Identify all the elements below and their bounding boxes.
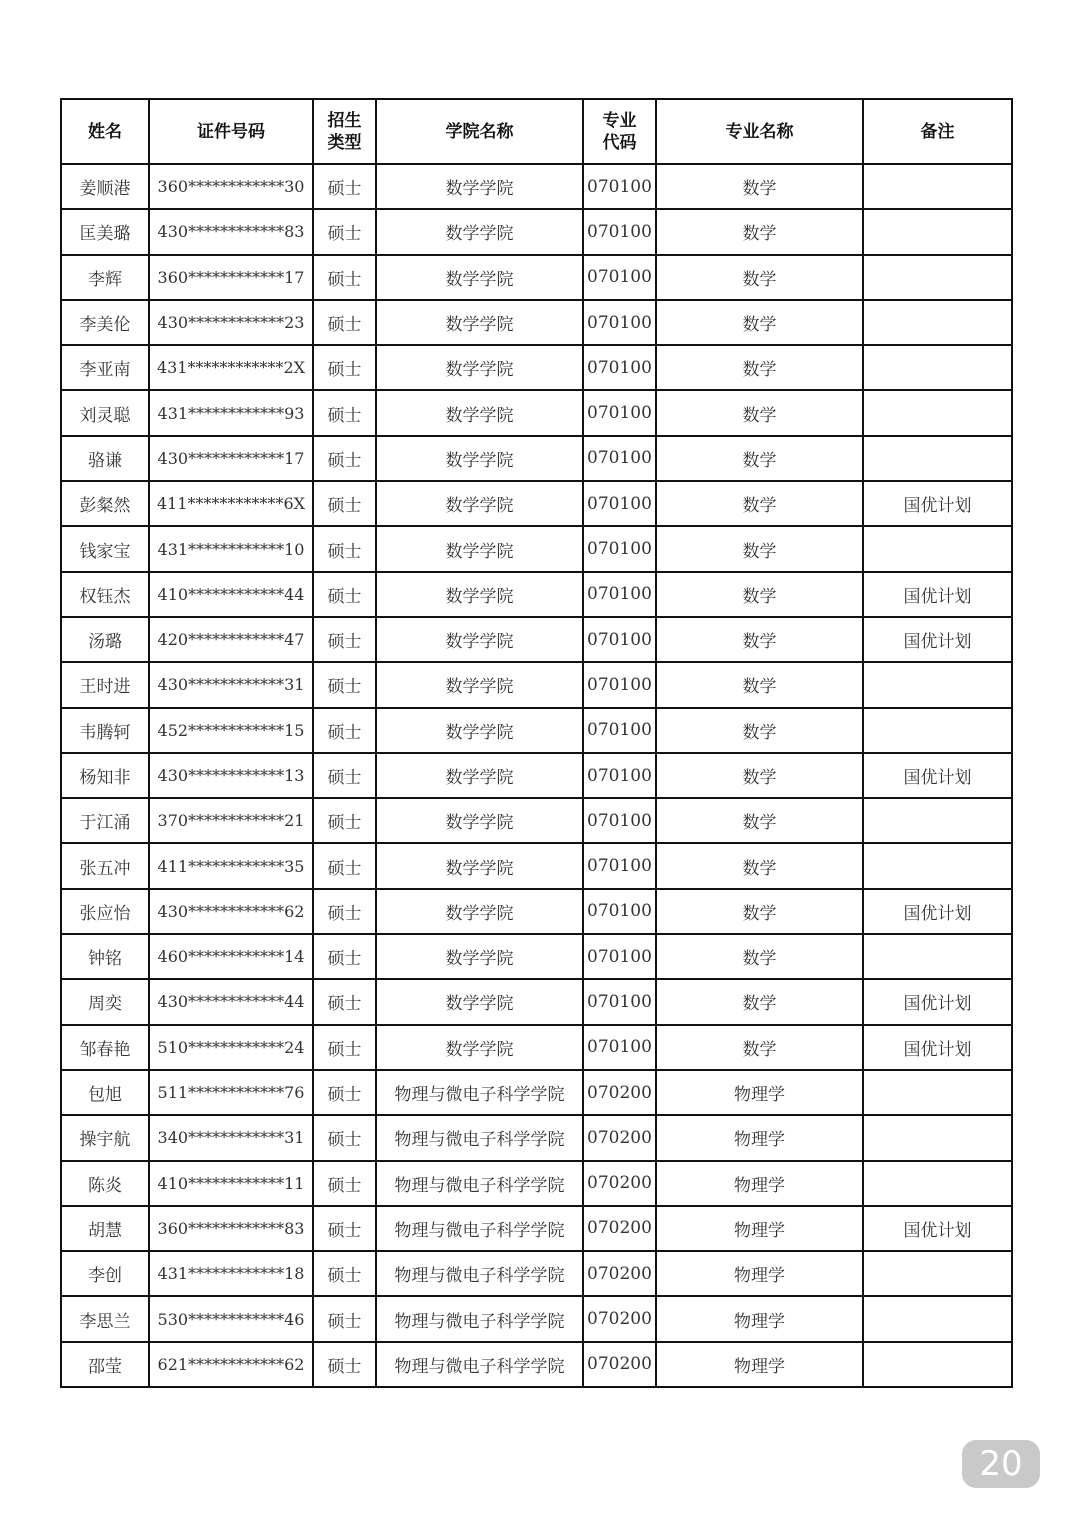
cell-major-code: 070100 [583, 1025, 656, 1070]
cell-remarks [863, 209, 1012, 254]
cell-name: 匡美璐 [61, 209, 149, 254]
cell-admission-type: 硕士 [313, 889, 376, 934]
table-row [61, 481, 1012, 526]
cell-major-code: 070200 [583, 1161, 656, 1206]
page-number-badge: 20 [962, 1440, 1040, 1488]
cell-remarks: 国优计划 [863, 889, 1012, 934]
cell-college-name: 数学学院 [376, 889, 583, 934]
table-row [61, 617, 1012, 662]
table-row [61, 753, 1012, 798]
cell-major-code: 070200 [583, 1070, 656, 1115]
cell-major-name: 物理学 [656, 1251, 863, 1296]
cell-major-name: 物理学 [656, 1342, 863, 1387]
cell-major-name: 数学 [656, 526, 863, 571]
table-row [61, 436, 1012, 481]
cell-major-code: 070100 [583, 300, 656, 345]
cell-admission-type: 硕士 [313, 481, 376, 526]
cell-name: 姜顺港 [61, 164, 149, 209]
cell-college-name: 数学学院 [376, 300, 583, 345]
cell-admission-type: 硕士 [313, 798, 376, 843]
cell-college-name: 数学学院 [376, 798, 583, 843]
cell-major-name: 数学 [656, 390, 863, 435]
cell-college-name: 物理与微电子科学学院 [376, 1342, 583, 1387]
header-admission-type: 招生类型 [313, 99, 376, 164]
cell-major-name: 物理学 [656, 1070, 863, 1115]
cell-id-number: 510************24 [149, 1025, 313, 1070]
cell-id-number: 360************30 [149, 164, 313, 209]
cell-remarks [863, 345, 1012, 390]
cell-college-name: 数学学院 [376, 345, 583, 390]
cell-major-code: 070100 [583, 889, 656, 934]
cell-remarks [863, 1342, 1012, 1387]
table-row [61, 1342, 1012, 1387]
cell-remarks [863, 255, 1012, 300]
cell-remarks: 国优计划 [863, 572, 1012, 617]
cell-name: 张五冲 [61, 843, 149, 888]
cell-major-name: 数学 [656, 255, 863, 300]
admission-table [60, 98, 1013, 1388]
cell-id-number: 410************11 [149, 1161, 313, 1206]
cell-remarks [863, 1296, 1012, 1341]
table-row [61, 662, 1012, 707]
cell-college-name: 数学学院 [376, 979, 583, 1024]
cell-remarks: 国优计划 [863, 753, 1012, 798]
cell-name: 周奕 [61, 979, 149, 1024]
cell-major-code: 070100 [583, 345, 656, 390]
cell-name: 彭粲然 [61, 481, 149, 526]
cell-major-name: 数学 [656, 164, 863, 209]
table-row [61, 255, 1012, 300]
cell-college-name: 数学学院 [376, 209, 583, 254]
cell-name: 陈炎 [61, 1161, 149, 1206]
cell-college-name: 物理与微电子科学学院 [376, 1296, 583, 1341]
cell-remarks [863, 1115, 1012, 1160]
table-row [61, 345, 1012, 390]
table-row [61, 1206, 1012, 1251]
cell-id-number: 430************17 [149, 436, 313, 481]
cell-major-name: 数学 [656, 934, 863, 979]
cell-major-code: 070100 [583, 798, 656, 843]
cell-name: 钱家宝 [61, 526, 149, 571]
cell-major-code: 070200 [583, 1206, 656, 1251]
table-row [61, 526, 1012, 571]
cell-major-name: 数学 [656, 572, 863, 617]
cell-major-code: 070100 [583, 481, 656, 526]
cell-id-number: 411************35 [149, 843, 313, 888]
cell-major-name: 数学 [656, 843, 863, 888]
cell-id-number: 430************23 [149, 300, 313, 345]
cell-major-name: 数学 [656, 209, 863, 254]
cell-remarks [863, 526, 1012, 571]
cell-id-number: 410************44 [149, 572, 313, 617]
cell-admission-type: 硕士 [313, 1251, 376, 1296]
cell-college-name: 物理与微电子科学学院 [376, 1115, 583, 1160]
cell-id-number: 360************17 [149, 255, 313, 300]
cell-remarks [863, 436, 1012, 481]
table-row [61, 572, 1012, 617]
cell-major-name: 数学 [656, 662, 863, 707]
cell-id-number: 411************6X [149, 481, 313, 526]
table-header-row [61, 99, 1012, 164]
cell-name: 邵莹 [61, 1342, 149, 1387]
table-row [61, 209, 1012, 254]
cell-remarks [863, 1251, 1012, 1296]
cell-admission-type: 硕士 [313, 526, 376, 571]
cell-name: 王时进 [61, 662, 149, 707]
cell-college-name: 物理与微电子科学学院 [376, 1070, 583, 1115]
cell-name: 胡慧 [61, 1206, 149, 1251]
cell-remarks [863, 934, 1012, 979]
cell-major-code: 070200 [583, 1115, 656, 1160]
cell-name: 李美伦 [61, 300, 149, 345]
header-name: 姓名 [61, 99, 149, 164]
cell-college-name: 数学学院 [376, 390, 583, 435]
cell-major-code: 070100 [583, 572, 656, 617]
cell-college-name: 数学学院 [376, 436, 583, 481]
cell-major-name: 数学 [656, 481, 863, 526]
table-row [61, 708, 1012, 753]
cell-name: 刘灵聪 [61, 390, 149, 435]
cell-college-name: 物理与微电子科学学院 [376, 1206, 583, 1251]
admission-list [60, 98, 1011, 1388]
cell-admission-type: 硕士 [313, 300, 376, 345]
cell-admission-type: 硕士 [313, 843, 376, 888]
cell-college-name: 数学学院 [376, 572, 583, 617]
cell-major-name: 数学 [656, 889, 863, 934]
cell-id-number: 431************93 [149, 390, 313, 435]
cell-admission-type: 硕士 [313, 1070, 376, 1115]
cell-name: 李创 [61, 1251, 149, 1296]
cell-admission-type: 硕士 [313, 1161, 376, 1206]
table-row [61, 798, 1012, 843]
cell-name: 韦腾轲 [61, 708, 149, 753]
cell-major-code: 070100 [583, 255, 656, 300]
cell-major-name: 物理学 [656, 1115, 863, 1160]
table-row [61, 889, 1012, 934]
cell-major-code: 070100 [583, 164, 656, 209]
cell-major-name: 数学 [656, 979, 863, 1024]
cell-major-code: 070100 [583, 934, 656, 979]
cell-name: 邹春艳 [61, 1025, 149, 1070]
cell-major-name: 数学 [656, 436, 863, 481]
cell-admission-type: 硕士 [313, 753, 376, 798]
cell-college-name: 数学学院 [376, 843, 583, 888]
cell-remarks [863, 843, 1012, 888]
cell-major-name: 数学 [656, 798, 863, 843]
table-row [61, 1161, 1012, 1206]
cell-admission-type: 硕士 [313, 1025, 376, 1070]
cell-id-number: 420************47 [149, 617, 313, 662]
cell-id-number: 430************83 [149, 209, 313, 254]
cell-remarks: 国优计划 [863, 481, 1012, 526]
cell-id-number: 431************10 [149, 526, 313, 571]
cell-remarks: 国优计划 [863, 1025, 1012, 1070]
cell-major-code: 070100 [583, 436, 656, 481]
cell-college-name: 数学学院 [376, 753, 583, 798]
table-row [61, 164, 1012, 209]
cell-major-code: 070100 [583, 209, 656, 254]
cell-id-number: 460************14 [149, 934, 313, 979]
cell-admission-type: 硕士 [313, 662, 376, 707]
cell-admission-type: 硕士 [313, 617, 376, 662]
cell-college-name: 数学学院 [376, 1025, 583, 1070]
cell-remarks [863, 798, 1012, 843]
cell-name: 张应怡 [61, 889, 149, 934]
cell-id-number: 431************2X [149, 345, 313, 390]
cell-name: 权钰杰 [61, 572, 149, 617]
cell-remarks [863, 662, 1012, 707]
cell-id-number: 430************31 [149, 662, 313, 707]
cell-major-code: 070100 [583, 526, 656, 571]
cell-major-code: 070100 [583, 662, 656, 707]
cell-admission-type: 硕士 [313, 1115, 376, 1160]
cell-id-number: 430************44 [149, 979, 313, 1024]
cell-major-code: 070100 [583, 979, 656, 1024]
table-row [61, 1251, 1012, 1296]
cell-remarks: 国优计划 [863, 979, 1012, 1024]
cell-id-number: 621************62 [149, 1342, 313, 1387]
cell-major-name: 物理学 [656, 1296, 863, 1341]
cell-name: 李思兰 [61, 1296, 149, 1341]
cell-major-code: 070200 [583, 1296, 656, 1341]
cell-major-code: 070100 [583, 390, 656, 435]
table-row [61, 1070, 1012, 1115]
cell-admission-type: 硕士 [313, 1296, 376, 1341]
cell-id-number: 430************13 [149, 753, 313, 798]
cell-college-name: 物理与微电子科学学院 [376, 1251, 583, 1296]
cell-college-name: 数学学院 [376, 255, 583, 300]
cell-remarks [863, 390, 1012, 435]
cell-admission-type: 硕士 [313, 436, 376, 481]
cell-major-name: 数学 [656, 708, 863, 753]
cell-remarks [863, 300, 1012, 345]
cell-id-number: 430************62 [149, 889, 313, 934]
table-row [61, 300, 1012, 345]
header-remarks: 备注 [863, 99, 1012, 164]
cell-major-name: 数学 [656, 345, 863, 390]
cell-admission-type: 硕士 [313, 708, 376, 753]
cell-major-code: 070100 [583, 843, 656, 888]
cell-name: 李辉 [61, 255, 149, 300]
cell-major-code: 070100 [583, 708, 656, 753]
cell-major-name: 数学 [656, 300, 863, 345]
cell-name: 李亚南 [61, 345, 149, 390]
header-college-name: 学院名称 [376, 99, 583, 164]
cell-remarks [863, 164, 1012, 209]
cell-remarks: 国优计划 [863, 617, 1012, 662]
table-row [61, 979, 1012, 1024]
cell-admission-type: 硕士 [313, 164, 376, 209]
cell-id-number: 431************18 [149, 1251, 313, 1296]
header-major-name: 专业名称 [656, 99, 863, 164]
cell-admission-type: 硕士 [313, 979, 376, 1024]
cell-college-name: 数学学院 [376, 934, 583, 979]
cell-name: 操宇航 [61, 1115, 149, 1160]
cell-name: 于江涌 [61, 798, 149, 843]
table-row [61, 390, 1012, 435]
cell-major-code: 070100 [583, 753, 656, 798]
cell-admission-type: 硕士 [313, 390, 376, 435]
cell-id-number: 452************15 [149, 708, 313, 753]
table-row [61, 1025, 1012, 1070]
cell-remarks [863, 1161, 1012, 1206]
cell-remarks: 国优计划 [863, 1206, 1012, 1251]
table-row [61, 1115, 1012, 1160]
header-id-number: 证件号码 [149, 99, 313, 164]
cell-name: 骆谦 [61, 436, 149, 481]
cell-admission-type: 硕士 [313, 934, 376, 979]
cell-major-name: 物理学 [656, 1161, 863, 1206]
cell-name: 包旭 [61, 1070, 149, 1115]
cell-id-number: 530************46 [149, 1296, 313, 1341]
cell-id-number: 511************76 [149, 1070, 313, 1115]
cell-major-code: 070100 [583, 617, 656, 662]
cell-id-number: 370************21 [149, 798, 313, 843]
cell-major-name: 数学 [656, 617, 863, 662]
cell-college-name: 物理与微电子科学学院 [376, 1161, 583, 1206]
cell-college-name: 数学学院 [376, 617, 583, 662]
cell-admission-type: 硕士 [313, 255, 376, 300]
cell-admission-type: 硕士 [313, 345, 376, 390]
cell-major-name: 物理学 [656, 1206, 863, 1251]
cell-major-name: 数学 [656, 753, 863, 798]
cell-major-code: 070200 [583, 1342, 656, 1387]
table-row [61, 934, 1012, 979]
table-row [61, 843, 1012, 888]
cell-college-name: 数学学院 [376, 526, 583, 571]
cell-id-number: 340************31 [149, 1115, 313, 1160]
header-major-code: 专业代码 [583, 99, 656, 164]
cell-admission-type: 硕士 [313, 209, 376, 254]
cell-admission-type: 硕士 [313, 1342, 376, 1387]
cell-college-name: 数学学院 [376, 164, 583, 209]
cell-remarks [863, 708, 1012, 753]
cell-remarks [863, 1070, 1012, 1115]
table-row [61, 1296, 1012, 1341]
cell-name: 钟铭 [61, 934, 149, 979]
cell-major-name: 数学 [656, 1025, 863, 1070]
cell-major-code: 070200 [583, 1251, 656, 1296]
cell-college-name: 数学学院 [376, 708, 583, 753]
cell-admission-type: 硕士 [313, 572, 376, 617]
cell-college-name: 数学学院 [376, 662, 583, 707]
cell-admission-type: 硕士 [313, 1206, 376, 1251]
cell-id-number: 360************83 [149, 1206, 313, 1251]
cell-college-name: 数学学院 [376, 481, 583, 526]
cell-name: 杨知非 [61, 753, 149, 798]
table-body [61, 164, 1012, 1387]
cell-name: 汤璐 [61, 617, 149, 662]
